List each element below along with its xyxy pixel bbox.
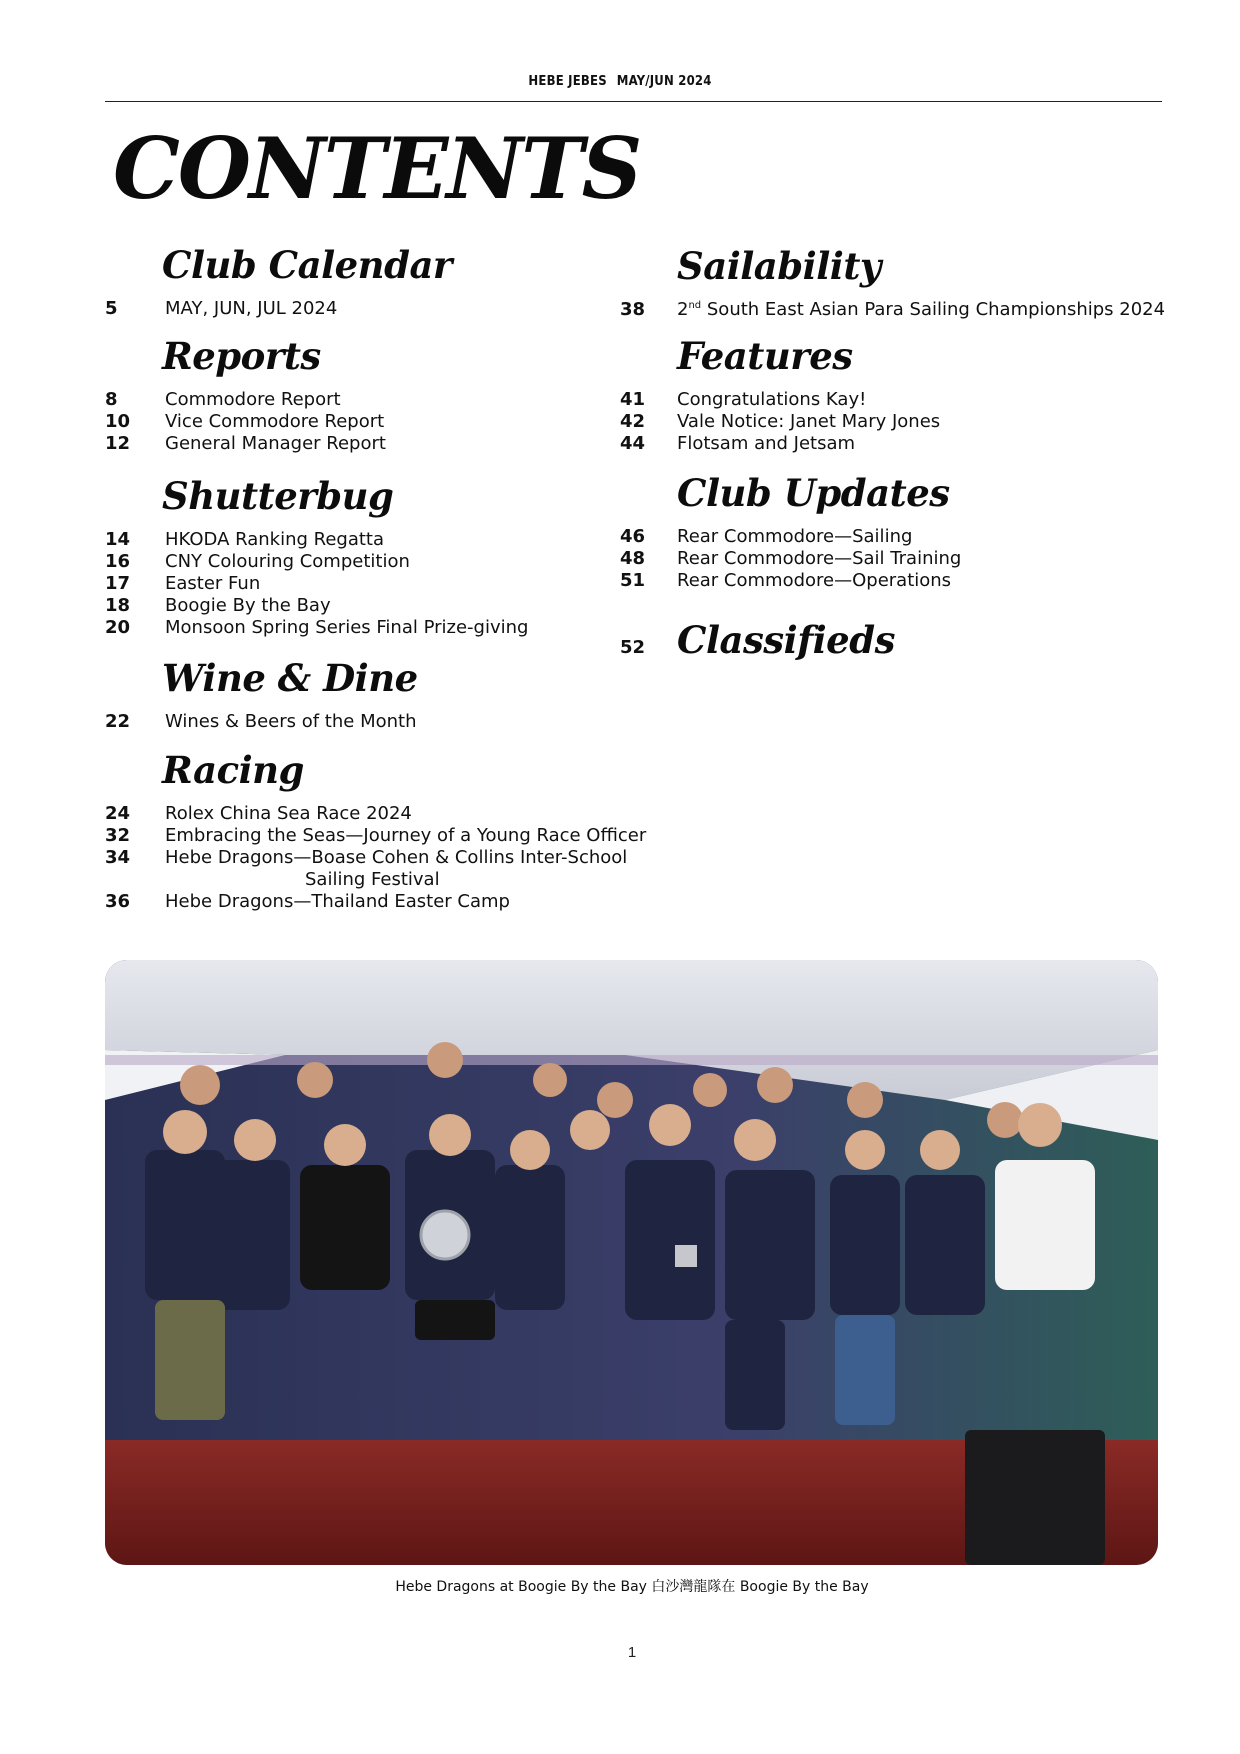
toc-page-number: 17	[105, 573, 131, 594]
toc-page-number: 51	[620, 570, 646, 591]
toc-entry-title: HKODA Ranking Regatta	[165, 529, 385, 550]
toc-entry-title: General Manager Report	[165, 433, 386, 454]
toc-entry[interactable]	[105, 551, 528, 573]
section-reports	[105, 334, 386, 455]
toc-entry-title: Monsoon Spring Series Final Prize-giving	[165, 617, 529, 638]
section-wine-dine	[105, 656, 418, 733]
toc-entry[interactable]	[620, 299, 1165, 321]
group-photo	[105, 960, 1158, 1565]
toc-entry-title: Boogie By the Bay	[165, 595, 331, 616]
toc-entry[interactable]	[105, 711, 418, 733]
toc-entry-title: Commodore Report	[165, 389, 341, 410]
toc-entry[interactable]	[105, 411, 386, 433]
section-heading: Features	[677, 334, 853, 378]
toc-entry-title: Hebe Dragons—Boase Cohen & Collins Inter-School	[165, 847, 628, 868]
toc-entry-title: MAY, JUN, JUL 2024	[165, 298, 338, 319]
toc-page-number: 38	[620, 299, 646, 320]
header-rule	[105, 101, 1162, 102]
issue-date: MAY/JUN 2024	[616, 74, 712, 89]
toc-entry-title: CNY Colouring Competition	[165, 551, 410, 572]
section-club-updates	[620, 471, 962, 592]
toc-entry-title-continued: Sailing Festival	[305, 869, 440, 890]
toc-page-number: 41	[620, 389, 646, 410]
section-features	[620, 334, 941, 455]
magazine-name: HEBE JEBES	[528, 74, 607, 89]
section-heading: Shutterbug	[162, 474, 394, 518]
section-heading: Classifieds	[677, 618, 895, 662]
toc-entry-title: Vale Notice: Janet Mary Jones	[677, 411, 941, 432]
toc-page-number: 5	[105, 298, 118, 319]
toc-entry-title: Rear Commodore—Sail Training	[677, 548, 962, 569]
toc-page-number: 8	[105, 389, 118, 410]
section-heading: Sailability	[677, 244, 881, 288]
group-photo-illustration	[105, 960, 1158, 1565]
section-racing	[105, 748, 647, 913]
toc-entry[interactable]	[105, 573, 528, 595]
toc-entry-title: 2nd South East Asian Para Sailing Championships 2024	[677, 299, 1166, 320]
section-heading: Club Calendar	[162, 243, 452, 287]
section-heading: Club Updates	[677, 471, 950, 515]
toc-page-number: 16	[105, 551, 131, 572]
toc-entry[interactable]	[105, 433, 386, 455]
section-sailability	[620, 244, 1166, 321]
section-shutterbug	[105, 474, 529, 639]
toc-entry-title: Wines & Beers of the Month	[165, 711, 417, 732]
toc-entry-title: Congratulations Kay!	[677, 389, 867, 410]
toc-page-number: 36	[105, 891, 131, 912]
toc-entry[interactable]	[620, 526, 961, 548]
toc-entry[interactable]	[105, 298, 452, 320]
toc-entry-title: Rolex China Sea Race 2024	[165, 803, 412, 824]
toc-page-number: 14	[105, 529, 131, 550]
toc-page-number: 44	[620, 433, 646, 454]
toc-page-number: 46	[620, 526, 646, 547]
toc-page-number: 34	[105, 847, 131, 868]
toc-page-number: 48	[620, 548, 646, 569]
toc-entry[interactable]	[105, 389, 386, 411]
header	[0, 74, 1240, 89]
toc-entry[interactable]	[620, 570, 961, 592]
toc-entry[interactable]	[105, 825, 646, 847]
section-heading: Reports	[162, 334, 321, 378]
toc-page-number: 52	[620, 637, 646, 658]
toc-entry[interactable]	[620, 389, 940, 411]
toc-entry[interactable]	[620, 411, 940, 433]
section-heading: Racing	[162, 748, 304, 792]
toc-page-number: 24	[105, 803, 131, 824]
toc-page-number: 22	[105, 711, 131, 732]
section-heading: Wine & Dine	[162, 656, 418, 700]
toc-page-number: 12	[105, 433, 131, 454]
toc-entry[interactable]	[620, 433, 940, 455]
toc-entry[interactable]	[105, 891, 646, 913]
toc-entry-title: Vice Commodore Report	[165, 411, 385, 432]
toc-page-number: 10	[105, 411, 131, 432]
toc-page-number: 18	[105, 595, 131, 616]
toc-entry-title: Flotsam and Jetsam	[677, 433, 856, 454]
toc-entry[interactable]	[620, 548, 961, 570]
toc-entry-continuation	[105, 869, 646, 891]
toc-page-number: 42	[620, 411, 646, 432]
photo-caption: Hebe Dragons at Boogie By the Bay 白沙灣龍隊在 Boogie By the Bay	[395, 1579, 869, 1595]
toc-entry-title: Rear Commodore—Sailing	[677, 526, 913, 547]
toc-entry-title: Embracing the Seas—Journey of a Young Race Officer	[165, 825, 647, 846]
toc-entry[interactable]	[105, 529, 528, 551]
toc-entry[interactable]	[105, 595, 528, 617]
toc-entry[interactable]	[105, 617, 528, 639]
section-club-calendar	[105, 243, 452, 320]
page-number: 1	[627, 1644, 637, 1661]
toc-entry-title: Rear Commodore—Operations	[677, 570, 952, 591]
toc-entry-title: Hebe Dragons—Thailand Easter Camp	[165, 891, 510, 912]
toc-entry[interactable]	[105, 847, 646, 869]
page-title: CONTENTS	[113, 119, 641, 218]
toc-page-number: 20	[105, 617, 131, 638]
toc-entry-title: Easter Fun	[165, 573, 261, 594]
toc-entry[interactable]	[105, 803, 646, 825]
section-classifieds[interactable]	[620, 618, 895, 662]
toc-page-number: 32	[105, 825, 131, 846]
